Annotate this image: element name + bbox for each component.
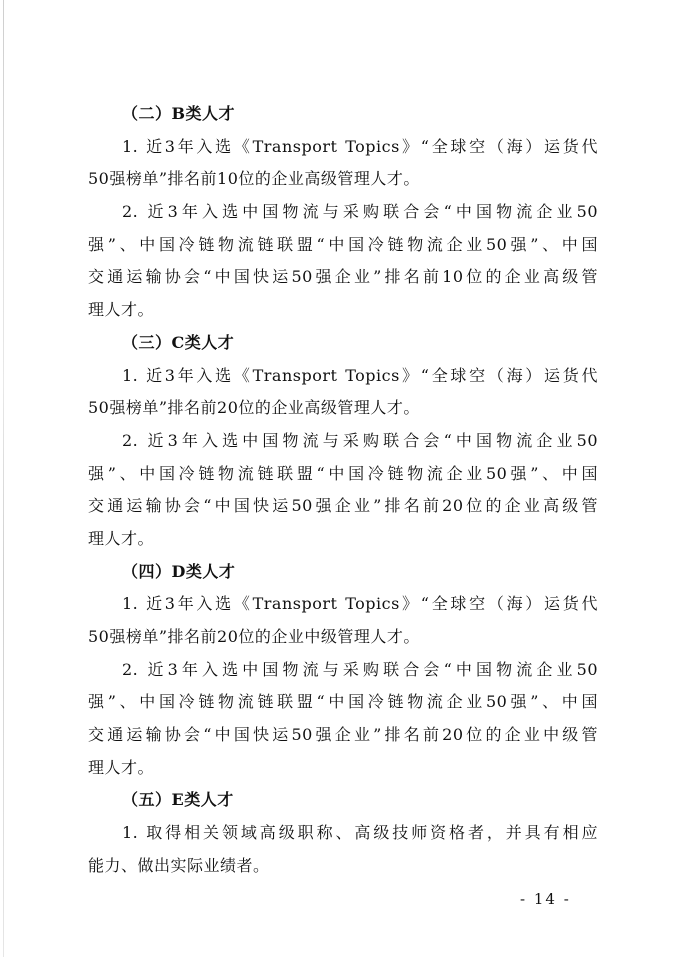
section-heading-e: （五）E类人才 xyxy=(122,790,234,810)
paragraph-line: 理人才。 xyxy=(88,757,155,777)
paragraph-line: 理人才。 xyxy=(88,528,155,548)
paragraph-line: 2. 近3年入选中国物流与采购联合会“中国物流企业50 xyxy=(122,202,598,222)
paragraph-line: 50强榜单”排名前20位的企业高级管理人才。 xyxy=(88,398,420,418)
paragraph-line: 理人才。 xyxy=(88,300,155,320)
paragraph-line: 50强榜单”排名前10位的企业高级管理人才。 xyxy=(88,169,420,189)
document-body xyxy=(88,98,598,883)
page-number: - 14 - xyxy=(520,890,571,908)
paragraph-line: 强”、中国冷链物流链联盟“中国冷链物流企业50强”、中国 xyxy=(88,234,598,254)
section-heading-d: （四）D类人才 xyxy=(122,561,236,581)
paragraph-line: 1. 近3年入选《Transport Topics》“全球空（海）运货代 xyxy=(122,365,598,385)
section-heading-b: （二）B类人才 xyxy=(122,104,236,123)
scan-edge xyxy=(3,0,4,957)
paragraph-line: 交通运输协会“中国快运50强企业”排名前20位的企业高级管 xyxy=(88,496,598,516)
paragraph-line: 强”、中国冷链物流链联盟“中国冷链物流企业50强”、中国 xyxy=(88,463,598,483)
paragraph-line: 强”、中国冷链物流链联盟“中国冷链物流企业50强”、中国 xyxy=(88,692,598,712)
section-heading-c: （三）C类人才 xyxy=(122,332,235,352)
paragraph-line: 2. 近3年入选中国物流与采购联合会“中国物流企业50 xyxy=(122,430,598,450)
paragraph-line: 1. 近3年入选《Transport Topics》“全球空（海）运货代 xyxy=(122,136,598,156)
paragraph-line: 2. 近3年入选中国物流与采购联合会“中国物流企业50 xyxy=(122,659,598,679)
paragraph-line: 50强榜单”排名前20位的企业中级管理人才。 xyxy=(88,627,420,646)
paragraph-line: 交通运输协会“中国快运50强企业”排名前20位的企业中级管 xyxy=(88,725,598,745)
paragraph-line: 能力、做出实际业绩者。 xyxy=(88,855,270,875)
paragraph-line: 交通运输协会“中国快运50强企业”排名前10位的企业高级管 xyxy=(88,267,598,287)
paragraph-line: 1. 取得相关领域高级职称、高级技师资格者，并具有相应 xyxy=(122,823,598,843)
paragraph-line: 1. 近3年入选《Transport Topics》“全球空（海）运货代 xyxy=(122,594,598,614)
